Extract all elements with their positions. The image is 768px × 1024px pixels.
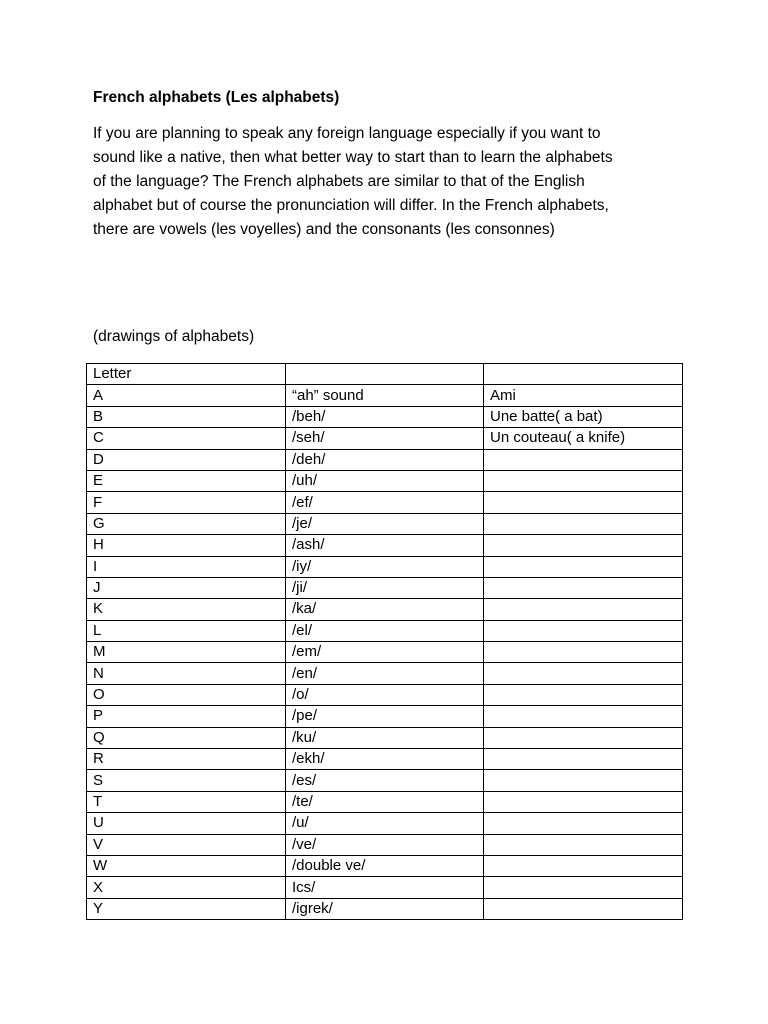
- example-cell: [484, 877, 683, 898]
- letter-cell: P: [87, 706, 286, 727]
- example-cell: [484, 813, 683, 834]
- page-title: French alphabets (Les alphabets): [93, 89, 340, 106]
- example-cell: Une batte( a bat): [484, 406, 683, 427]
- letter-cell: F: [87, 492, 286, 513]
- example-cell: [484, 834, 683, 855]
- intro-line: If you are planning to speak any foreign language especially if you want to: [93, 125, 601, 142]
- letter-cell: B: [87, 406, 286, 427]
- letter-cell: Q: [87, 727, 286, 748]
- table-row: [87, 470, 683, 491]
- example-cell: [484, 706, 683, 727]
- example-cell: [484, 449, 683, 470]
- letter-cell: Y: [87, 898, 286, 919]
- example-cell: [484, 556, 683, 577]
- example-cell: [484, 492, 683, 513]
- example-cell: [484, 513, 683, 534]
- example-cell: [484, 577, 683, 598]
- example-cell: [484, 791, 683, 812]
- table-row: [87, 513, 683, 534]
- example-cell: [484, 770, 683, 791]
- table-row: [87, 535, 683, 556]
- letter-cell: A: [87, 385, 286, 406]
- table-row: [87, 706, 683, 727]
- table-row: [87, 855, 683, 876]
- table-row: [87, 770, 683, 791]
- intro-line: there are vowels (les voyelles) and the consonants (les consonnes): [93, 221, 555, 238]
- letter-cell: K: [87, 599, 286, 620]
- pronunciation-cell: /ash/: [286, 535, 484, 556]
- table-row: [87, 642, 683, 663]
- example-cell: [484, 642, 683, 663]
- letter-cell: E: [87, 470, 286, 491]
- pronunciation-cell: /seh/: [286, 428, 484, 449]
- pronunciation-cell: /double ve/: [286, 855, 484, 876]
- table-row: [87, 599, 683, 620]
- pronunciation-cell: /o/: [286, 684, 484, 705]
- pronunciation-cell: /beh/: [286, 406, 484, 427]
- example-cell: [484, 620, 683, 641]
- alphabet-table: [86, 363, 683, 920]
- pronunciation-cell: /em/: [286, 642, 484, 663]
- table-row: [87, 727, 683, 748]
- example-cell: [484, 727, 683, 748]
- example-cell: Ami: [484, 385, 683, 406]
- drawings-caption: (drawings of alphabets): [93, 328, 255, 345]
- pronunciation-cell: /en/: [286, 663, 484, 684]
- pronunciation-cell: /ji/: [286, 577, 484, 598]
- pronunciation-cell: /je/: [286, 513, 484, 534]
- letter-cell: V: [87, 834, 286, 855]
- example-cell: [484, 599, 683, 620]
- pronunciation-cell: Ics/: [286, 877, 484, 898]
- pronunciation-cell: /uh/: [286, 470, 484, 491]
- letter-cell: S: [87, 770, 286, 791]
- example-cell: [484, 470, 683, 491]
- table-row: [87, 449, 683, 470]
- pronunciation-cell: /iy/: [286, 556, 484, 577]
- table-row: [87, 492, 683, 513]
- intro-line: sound like a native, then what better way to start than to learn the alphabets: [93, 149, 613, 166]
- letter-cell: J: [87, 577, 286, 598]
- pronunciation-cell: /u/: [286, 813, 484, 834]
- letter-cell: L: [87, 620, 286, 641]
- pronunciation-cell: /ef/: [286, 492, 484, 513]
- letter-cell: G: [87, 513, 286, 534]
- intro-line: of the language? The French alphabets are similar to that of the English: [93, 173, 585, 190]
- example-cell: [484, 684, 683, 705]
- pronunciation-cell: /te/: [286, 791, 484, 812]
- letter-cell: H: [87, 535, 286, 556]
- table-row: [87, 663, 683, 684]
- pronunciation-cell: /deh/: [286, 449, 484, 470]
- pronunciation-cell: /ekh/: [286, 749, 484, 770]
- intro-line: alphabet but of course the pronunciation will differ. In the French alphabets,: [93, 197, 609, 214]
- pronunciation-cell: “ah” sound: [286, 385, 484, 406]
- example-cell: [484, 535, 683, 556]
- header-cell-example: [484, 364, 683, 385]
- table-row: [87, 877, 683, 898]
- example-cell: [484, 749, 683, 770]
- letter-cell: T: [87, 791, 286, 812]
- table-row: [87, 791, 683, 812]
- table-row: [87, 385, 683, 406]
- pronunciation-cell: /el/: [286, 620, 484, 641]
- letter-cell: X: [87, 877, 286, 898]
- pronunciation-cell: /ku/: [286, 727, 484, 748]
- table-row: [87, 620, 683, 641]
- example-cell: Un couteau( a knife): [484, 428, 683, 449]
- letter-cell: I: [87, 556, 286, 577]
- header-cell-pronunciation: [286, 364, 484, 385]
- table-row: [87, 813, 683, 834]
- table-row: [87, 406, 683, 427]
- table-row: [87, 834, 683, 855]
- pronunciation-cell: /ve/: [286, 834, 484, 855]
- letter-cell: U: [87, 813, 286, 834]
- example-cell: [484, 855, 683, 876]
- table-row: [87, 556, 683, 577]
- table-row: [87, 577, 683, 598]
- table-row: [87, 749, 683, 770]
- letter-cell: N: [87, 663, 286, 684]
- letter-cell: O: [87, 684, 286, 705]
- letter-cell: C: [87, 428, 286, 449]
- pronunciation-cell: /igrek/: [286, 898, 484, 919]
- example-cell: [484, 898, 683, 919]
- pronunciation-cell: /es/: [286, 770, 484, 791]
- header-cell-letter: Letter: [87, 364, 286, 385]
- table-header-row: [87, 364, 683, 385]
- letter-cell: D: [87, 449, 286, 470]
- table-row: [87, 898, 683, 919]
- pronunciation-cell: /ka/: [286, 599, 484, 620]
- letter-cell: R: [87, 749, 286, 770]
- table-row: [87, 428, 683, 449]
- letter-cell: M: [87, 642, 286, 663]
- example-cell: [484, 663, 683, 684]
- letter-cell: W: [87, 855, 286, 876]
- intro-paragraph: [93, 122, 673, 242]
- pronunciation-cell: /pe/: [286, 706, 484, 727]
- table-row: [87, 684, 683, 705]
